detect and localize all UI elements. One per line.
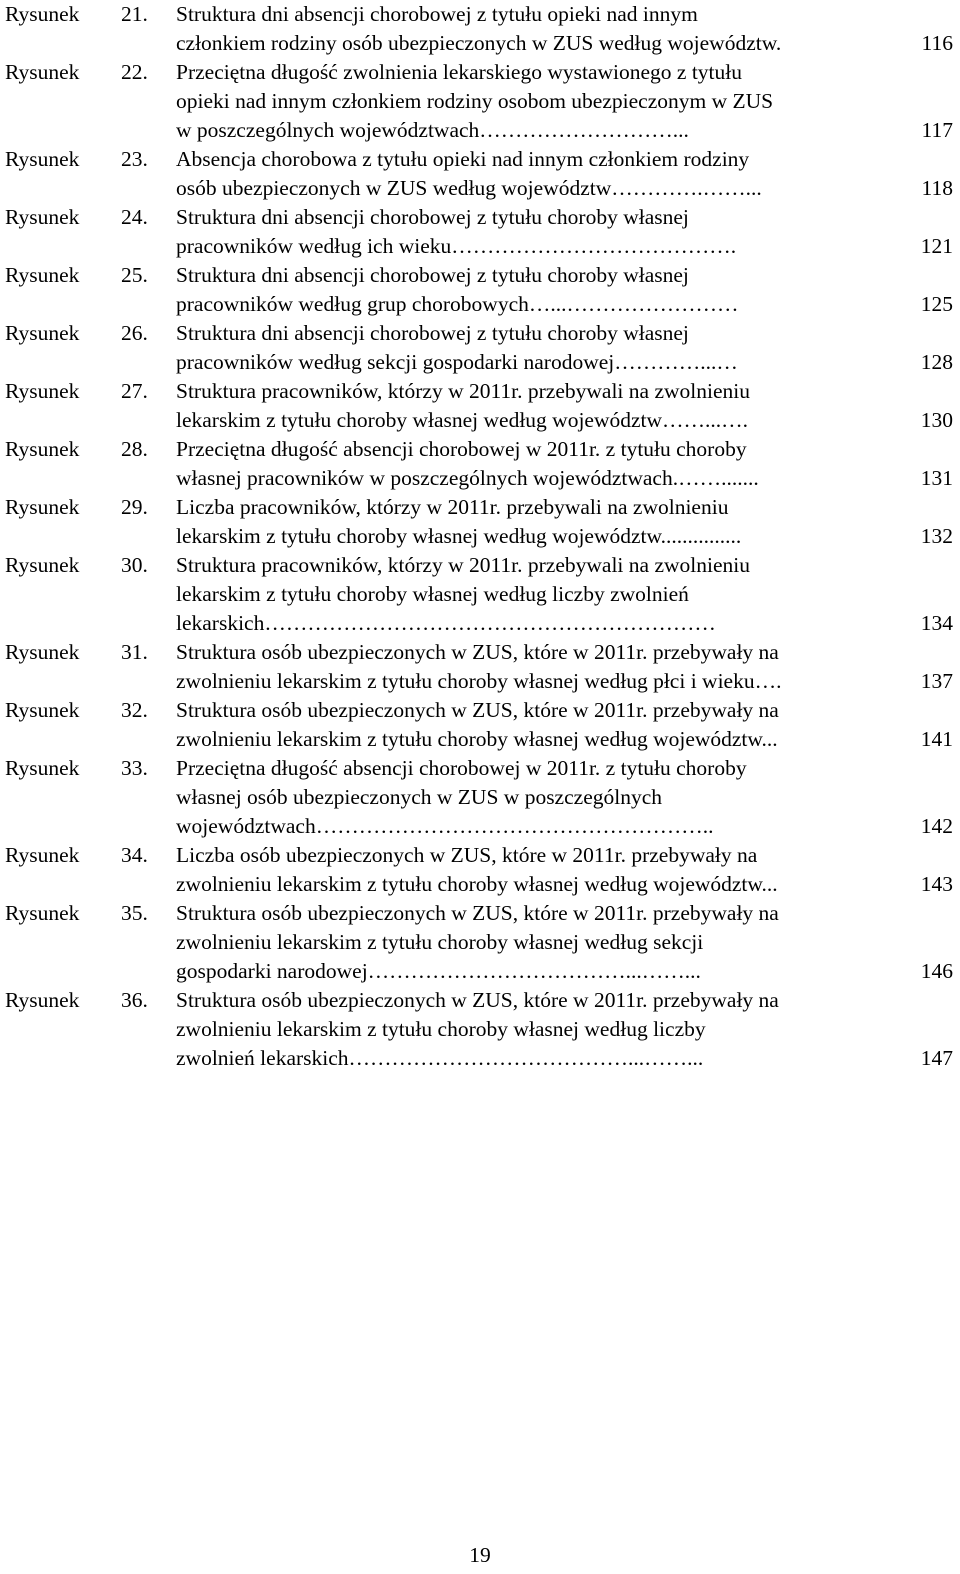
figure-number: 22. (121, 60, 148, 84)
figure-page-number: 128 (920, 350, 953, 374)
figure-page-number: 131 (920, 466, 953, 490)
figure-number: 25. (121, 263, 148, 287)
figure-number: 28. (121, 437, 148, 461)
figure-page-number: 121 (920, 234, 953, 258)
figure-title (176, 638, 911, 696)
figure-title-line: Liczba osób ubezpieczonych w ZUS, które w 2011r. przebywały na (176, 843, 758, 867)
figure-title-line: członkiem rodziny osób ubezpieczonych w ZUS według województw. (176, 31, 782, 55)
figure-title-line: Struktura pracowników, którzy w 2011r. przebywali na zwolnieniu (176, 379, 750, 403)
figure-title-line: pracowników według grup chorobowych…...…………………… (176, 292, 739, 316)
figure-title (176, 435, 911, 493)
figure-page-number: 146 (920, 959, 953, 983)
figure-label: Rysunek (5, 756, 80, 780)
figure-title-line: zwolnieniu lekarskim z tytułu choroby własnej według sekcji (176, 930, 704, 954)
figure-number: 27. (121, 379, 148, 403)
figure-title-line: osób ubezpieczonych w ZUS według województw………….……... (176, 176, 762, 200)
figure-title-line: lekarskim z tytułu choroby własnej według województw……...…. (176, 408, 749, 432)
figure-title-line: Przeciętna długość absencji chorobowej w 2011r. z tytułu choroby (176, 756, 747, 780)
figure-title (176, 319, 911, 377)
figure-title-line: Struktura dni absencji chorobowej z tytułu choroby własnej (176, 205, 689, 229)
figure-title (176, 145, 911, 203)
figure-page-number: 132 (920, 524, 953, 548)
figure-number: 26. (121, 321, 148, 345)
figure-title (176, 493, 911, 551)
figure-title-line: Liczba pracowników, którzy w 2011r. przebywali na zwolnieniu (176, 495, 729, 519)
figure-label: Rysunek (5, 437, 80, 461)
figure-page-number: 125 (920, 292, 953, 316)
figure-title-line: Absencja chorobowa z tytułu opieki nad innym członkiem rodziny (176, 147, 750, 171)
figure-title (176, 986, 911, 1073)
figure-title-line: zwolnieniu lekarskim z tytułu choroby własnej według liczby (176, 1017, 706, 1041)
figure-title (176, 696, 911, 754)
figure-page-number: 118 (921, 176, 953, 200)
figure-number: 30. (121, 553, 148, 577)
figure-title-line: gospodarki narodowej………………………………...……... (176, 959, 701, 983)
figure-title (176, 899, 911, 986)
figure-number: 35. (121, 901, 148, 925)
figure-number: 33. (121, 756, 148, 780)
figure-label: Rysunek (5, 495, 80, 519)
figure-title-line: Struktura dni absencji chorobowej z tytułu choroby własnej (176, 321, 689, 345)
figure-label: Rysunek (5, 698, 80, 722)
figure-number: 21. (121, 2, 148, 26)
figure-label: Rysunek (5, 988, 80, 1012)
figure-title-line: Struktura osób ubezpieczonych w ZUS, które w 2011r. przebywały na (176, 698, 779, 722)
figure-number: 31. (121, 640, 148, 664)
page-number-footer: 19 (469, 1543, 491, 1567)
figure-title-line: zwolnień lekarskich…………………………………...……... (176, 1046, 704, 1070)
figure-title-line: Struktura osób ubezpieczonych w ZUS, które w 2011r. przebywały na (176, 988, 779, 1012)
figure-page-number: 117 (921, 118, 953, 142)
figure-title-line: w poszczególnych województwach………………………... (176, 118, 689, 142)
figure-number: 34. (121, 843, 148, 867)
figure-number: 24. (121, 205, 148, 229)
figure-title-line: województwach……………………………………………….. (176, 814, 714, 838)
figure-title-line: opieki nad innym członkiem rodziny osobom ubezpieczonym w ZUS (176, 89, 774, 113)
figure-page-number: 142 (920, 814, 953, 838)
figure-label: Rysunek (5, 843, 80, 867)
figure-title-line: Struktura osób ubezpieczonych w ZUS, które w 2011r. przebywały na (176, 640, 779, 664)
figure-title-line: zwolnieniu lekarskim z tytułu choroby własnej według województw... (176, 727, 778, 751)
figure-title (176, 203, 911, 261)
figure-number: 29. (121, 495, 148, 519)
figure-title-line: Struktura dni absencji chorobowej z tytułu choroby własnej (176, 263, 689, 287)
figure-label: Rysunek (5, 205, 80, 229)
figure-title (176, 0, 911, 58)
figure-label: Rysunek (5, 379, 80, 403)
figure-title (176, 261, 911, 319)
figure-title-line: lekarskim z tytułu choroby własnej według województw............... (176, 524, 742, 548)
figure-title-line: pracowników według sekcji gospodarki narodowej…………...… (176, 350, 738, 374)
figure-title-line: zwolnieniu lekarskim z tytułu choroby własnej według płci i wieku…. (176, 669, 782, 693)
figure-title (176, 754, 911, 841)
figure-page-number: 141 (920, 727, 953, 751)
figure-page-number: 137 (920, 669, 953, 693)
figure-label: Rysunek (5, 553, 80, 577)
figure-title-line: własnej osób ubezpieczonych w ZUS w poszczególnych (176, 785, 662, 809)
figure-title-line: Struktura osób ubezpieczonych w ZUS, które w 2011r. przebywały na (176, 901, 779, 925)
figure-title-line: Przeciętna długość absencji chorobowej w 2011r. z tytułu choroby (176, 437, 747, 461)
figure-number: 32. (121, 698, 148, 722)
figure-page-number: 134 (920, 611, 953, 635)
figure-title-line: Struktura dni absencji chorobowej z tytułu opieki nad innym (176, 2, 698, 26)
figure-page-number: 116 (921, 31, 953, 55)
figure-title-line: lekarskich……………………………………………………… (176, 611, 716, 635)
figure-label: Rysunek (5, 147, 80, 171)
figure-page-number: 143 (920, 872, 953, 896)
figure-title (176, 841, 911, 899)
figure-title-line: Struktura pracowników, którzy w 2011r. przebywali na zwolnieniu (176, 553, 750, 577)
figure-number: 36. (121, 988, 148, 1012)
figure-title (176, 551, 911, 638)
figure-title-line: zwolnieniu lekarskim z tytułu choroby własnej według województw... (176, 872, 778, 896)
figure-title-line: własnej pracowników w poszczególnych województwach.……....... (176, 466, 759, 490)
figure-page-number: 147 (920, 1046, 953, 1070)
figure-title (176, 377, 911, 435)
figure-label: Rysunek (5, 60, 80, 84)
figure-label: Rysunek (5, 901, 80, 925)
figure-title (176, 58, 911, 145)
figure-label: Rysunek (5, 321, 80, 345)
figure-label: Rysunek (5, 640, 80, 664)
figure-label: Rysunek (5, 2, 80, 26)
figure-title-line: lekarskim z tytułu choroby własnej według liczby zwolnień (176, 582, 689, 606)
figure-title-line: pracowników według ich wieku…………………………………. (176, 234, 737, 258)
figure-number: 23. (121, 147, 148, 171)
figure-title-line: Przeciętna długość zwolnienia lekarskiego wystawionego z tytułu (176, 60, 743, 84)
figure-page-number: 130 (920, 408, 953, 432)
figure-label: Rysunek (5, 263, 80, 287)
